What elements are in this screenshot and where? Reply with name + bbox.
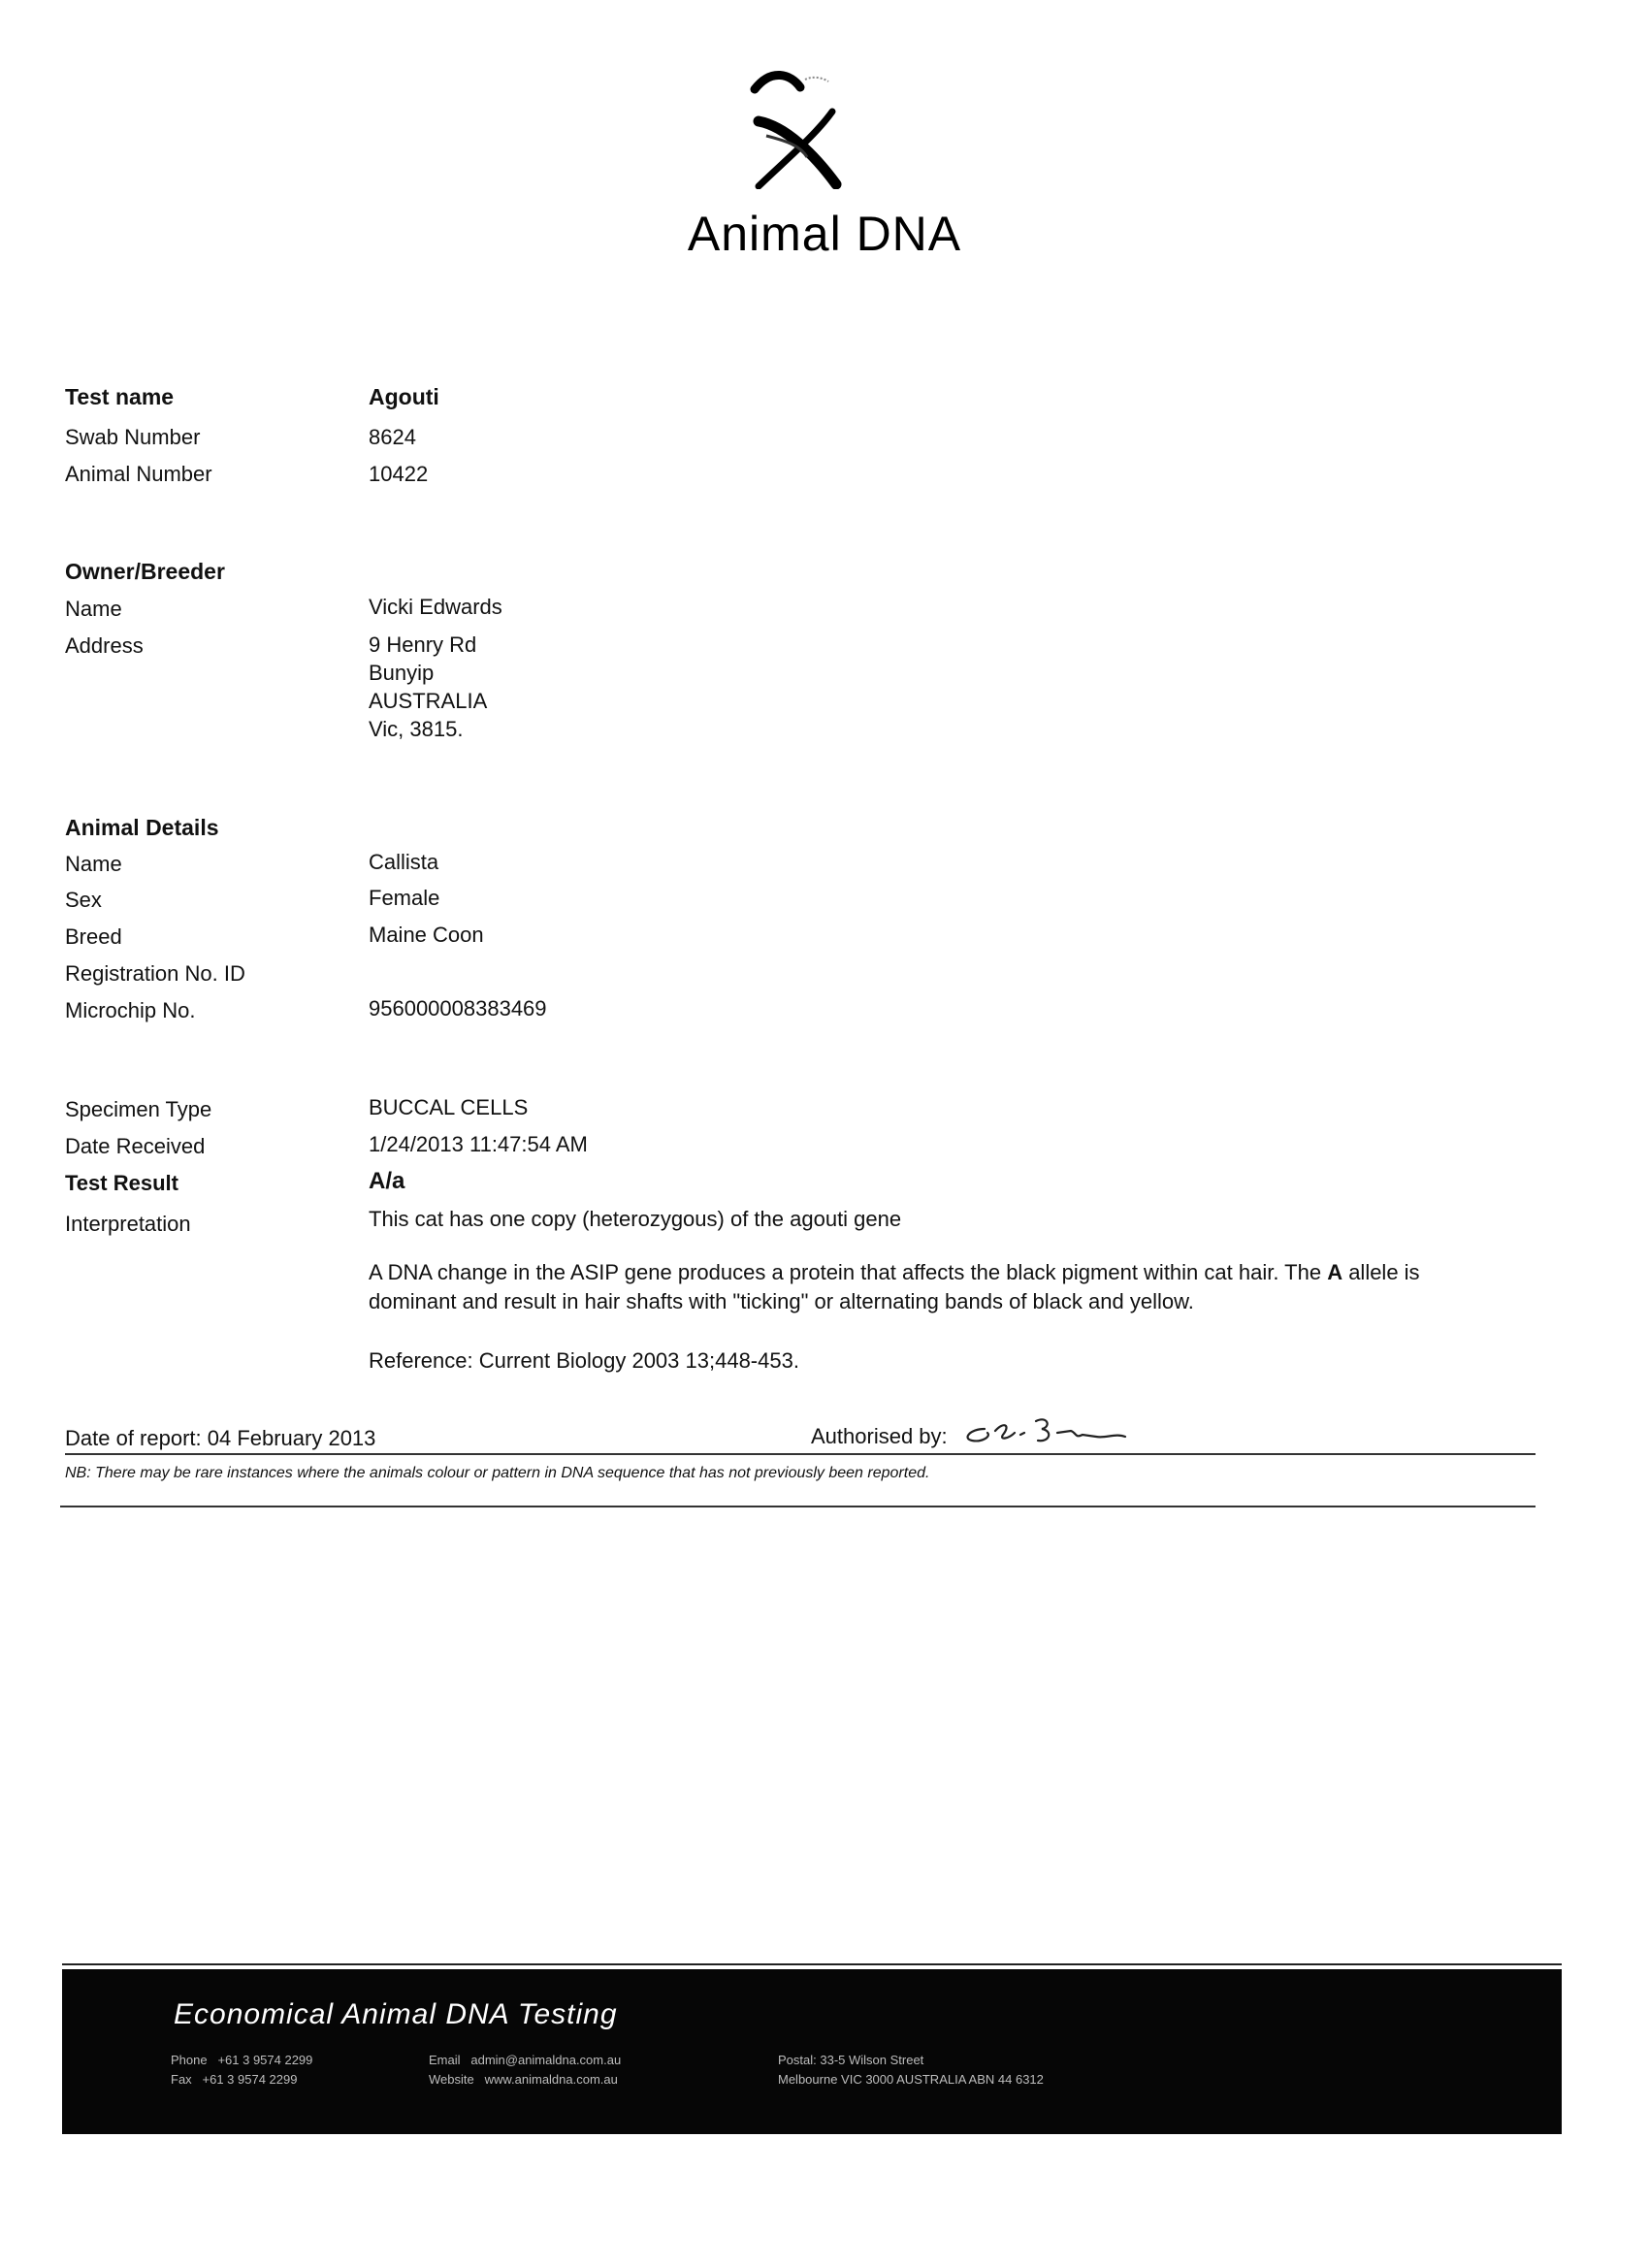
email-label: Email (429, 2053, 461, 2067)
owner-address-label: Address (65, 633, 144, 658)
footer-postal-address (778, 2051, 1044, 2090)
footer-tagline: Economical Animal DNA Testing (174, 1998, 618, 2030)
postal-line: Melbourne VIC 3000 AUSTRALIA ABN 44 6312 (778, 2072, 1044, 2087)
address-line: AUSTRALIA (369, 689, 488, 713)
phone-value: +61 3 9574 2299 (217, 2053, 313, 2067)
phone-row (171, 2051, 312, 2070)
microchip-label: Microchip No. (65, 998, 196, 1022)
authorised-by-label: Authorised by: (811, 1424, 948, 1448)
date-received-label: Date Received (65, 1134, 206, 1158)
phone-label: Phone (171, 2053, 208, 2067)
registration-label: Registration No. ID (65, 961, 245, 986)
divider-line (65, 1453, 1536, 1455)
fax-row (171, 2070, 312, 2090)
animal-name-value: Callista (369, 850, 439, 874)
sex-label: Sex (65, 888, 102, 912)
address-line: Bunyip (369, 661, 435, 685)
animal-number-value: 10422 (369, 462, 429, 486)
address-line: 9 Henry Rd (369, 632, 477, 657)
test-name-value: Agouti (369, 384, 439, 409)
breed-value: Maine Coon (369, 923, 484, 947)
test-result-value: A/a (369, 1168, 405, 1194)
owner-name-value: Vicki Edwards (369, 595, 502, 619)
email-row (429, 2051, 621, 2070)
sex-value: Female (369, 886, 440, 910)
email-value[interactable]: admin@animaldna.com.au (470, 2053, 622, 2067)
explanation-text: A DNA change in the ASIP gene produces a protein that affects the black pigment within cat hair. The (369, 1260, 1328, 1284)
animal-name-label: Name (65, 852, 122, 876)
breed-label: Breed (65, 924, 122, 949)
footer-phone-fax (171, 2051, 312, 2090)
swab-number-label: Swab Number (65, 425, 201, 449)
specimen-type-value: BUCCAL CELLS (369, 1095, 529, 1119)
dna-ribbon-logo-icon (747, 68, 844, 189)
fax-label: Fax (171, 2072, 192, 2087)
explanation-paragraph (369, 1258, 1513, 1316)
address-line: Vic, 3815. (369, 717, 464, 741)
test-name-label: Test name (65, 384, 175, 409)
footer-email-web (429, 2051, 621, 2090)
fax-value: +61 3 9574 2299 (202, 2072, 298, 2087)
signature (960, 1411, 1169, 1450)
website-value[interactable]: www.animaldna.com.au (484, 2072, 618, 2087)
footer-top-rule (62, 1963, 1562, 1965)
owner-name-label: Name (65, 597, 122, 621)
interpretation-label: Interpretation (65, 1212, 191, 1236)
explanation-text-continued: allele is dominant and result in hair shafts with "ticking" or alternating bands of black and yellow. (369, 1260, 1420, 1313)
test-result-label: Test Result (65, 1171, 178, 1195)
brand-title: Animal DNA (687, 207, 962, 261)
report-date: Date of report: 04 February 2013 (65, 1426, 376, 1450)
reference: Reference: Current Biology 2003 13;448-453. (369, 1348, 799, 1373)
microchip-value: 956000008383469 (369, 996, 547, 1021)
animal-details-heading: Animal Details (65, 815, 219, 840)
swab-number-value: 8624 (369, 425, 416, 449)
website-row (429, 2070, 621, 2090)
report-note: NB: There may be rare instances where the animals colour or pattern in DNA sequence that has not previously been reported. (65, 1465, 930, 1481)
postal-line: Postal: 33-5 Wilson Street (778, 2053, 924, 2067)
specimen-type-label: Specimen Type (65, 1097, 212, 1121)
divider-line (60, 1506, 1536, 1507)
interpretation-value: This cat has one copy (heterozygous) of the agouti gene (369, 1207, 902, 1231)
owner-heading: Owner/Breeder (65, 559, 225, 584)
owner-address (369, 631, 487, 743)
allele-label: A (1327, 1260, 1343, 1284)
website-label: Website (429, 2072, 474, 2087)
animal-number-label: Animal Number (65, 462, 212, 486)
footer-banner (62, 1969, 1562, 2134)
date-received-value: 1/24/2013 11:47:54 AM (369, 1132, 588, 1156)
